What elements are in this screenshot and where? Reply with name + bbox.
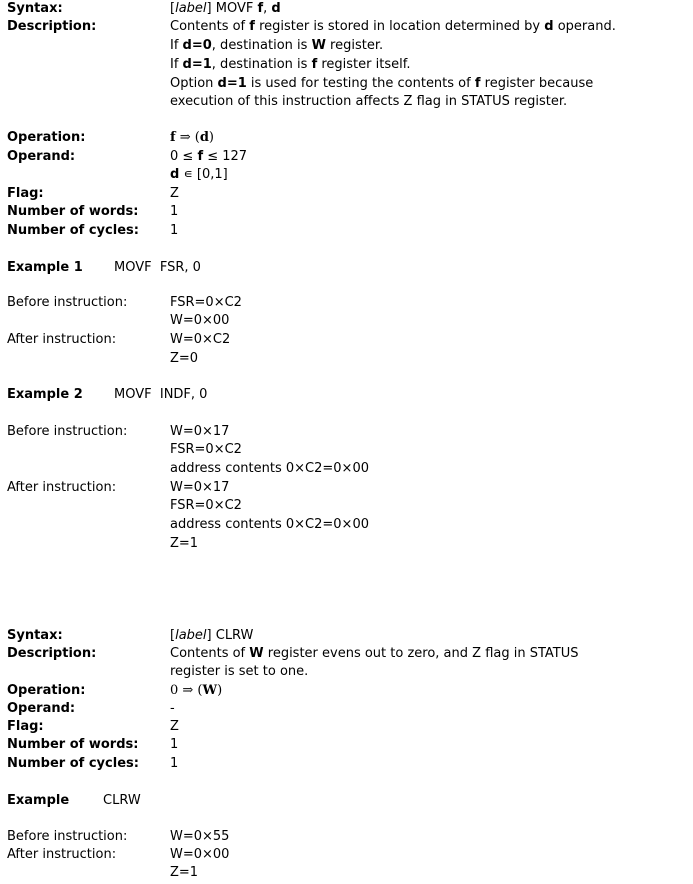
example-title: Example [7, 793, 70, 808]
cycles-value: 1 [170, 756, 179, 771]
operand-value-2: d ∊ [0,1] [170, 167, 228, 182]
before-value: FSR=0×C2 [170, 442, 242, 457]
example-instruction: MOVF INDF, 0 [114, 387, 208, 402]
example-title: Example 1 [7, 260, 83, 275]
after-value: W=0×C2 [170, 332, 231, 347]
description-line-1: Contents of W register evens out to zero, and Z flag in STATUS [170, 646, 579, 661]
description-line-1: Contents of f register is stored in location determined by d operand. [170, 19, 616, 34]
before-value: address contents 0×C2=0×00 [170, 461, 369, 476]
flag-value: Z [170, 719, 179, 734]
before-value: W=0×00 [170, 313, 230, 328]
example-title: Example 2 [7, 387, 83, 402]
before-value: W=0×17 [170, 424, 230, 439]
before-label: Before instruction: [7, 829, 128, 844]
after-label: After instruction: [7, 480, 117, 495]
description-line-5: execution of this instruction affects Z flag in STATUS register. [170, 94, 568, 109]
before-value: FSR=0×C2 [170, 295, 242, 310]
before-label: Before instruction: [7, 295, 128, 310]
description-line-3: If d=1, destination is f register itself. [170, 57, 411, 72]
words-value: 1 [170, 204, 179, 219]
operand-label: Operand: [7, 701, 76, 716]
cycles-label: Number of cycles: [7, 223, 139, 238]
cycles-label: Number of cycles: [7, 756, 139, 771]
cycles-value: 1 [170, 223, 179, 238]
before-value: W=0×55 [170, 829, 230, 844]
syntax-value: [label] CLRW [170, 628, 254, 643]
after-value: FSR=0×C2 [170, 498, 242, 513]
description-label: Description: [7, 646, 97, 661]
words-label: Number of words: [7, 737, 139, 752]
after-label: After instruction: [7, 332, 117, 347]
description-line-4: Option d=1 is used for testing the contents of f register because [170, 76, 594, 91]
after-value: W=0×17 [170, 480, 230, 495]
example-instruction: CLRW [103, 793, 141, 808]
operation-value: 0 ⇒ (W) [170, 683, 223, 698]
after-value: W=0×00 [170, 847, 230, 862]
description-line-2: register is set to one. [170, 664, 309, 679]
before-label: Before instruction: [7, 424, 128, 439]
flag-label: Flag: [7, 186, 44, 201]
description-line-2: If d=0, destination is W register. [170, 38, 384, 53]
after-value: Z=0 [170, 351, 199, 366]
example-instruction: MOVF FSR, 0 [114, 260, 201, 275]
description-label: Description: [7, 19, 97, 34]
after-value: Z=1 [170, 536, 199, 551]
syntax-label: Syntax: [7, 628, 63, 643]
operand-label: Operand: [7, 149, 76, 164]
after-label: After instruction: [7, 847, 117, 862]
syntax-label: Syntax: [7, 1, 63, 16]
flag-value: Z [170, 186, 179, 201]
syntax-value: [label] MOVF f, d [170, 1, 281, 16]
operand-value: - [170, 701, 175, 716]
operation-label: Operation: [7, 130, 86, 145]
operand-value-1: 0 ≤ f ≤ 127 [170, 149, 248, 164]
words-value: 1 [170, 737, 179, 752]
operation-label: Operation: [7, 683, 86, 698]
after-value: Z=1 [170, 865, 199, 880]
words-label: Number of words: [7, 204, 139, 219]
operation-value: f ⇒ (d) [170, 130, 214, 145]
after-value: address contents 0×C2=0×00 [170, 517, 369, 532]
flag-label: Flag: [7, 719, 44, 734]
